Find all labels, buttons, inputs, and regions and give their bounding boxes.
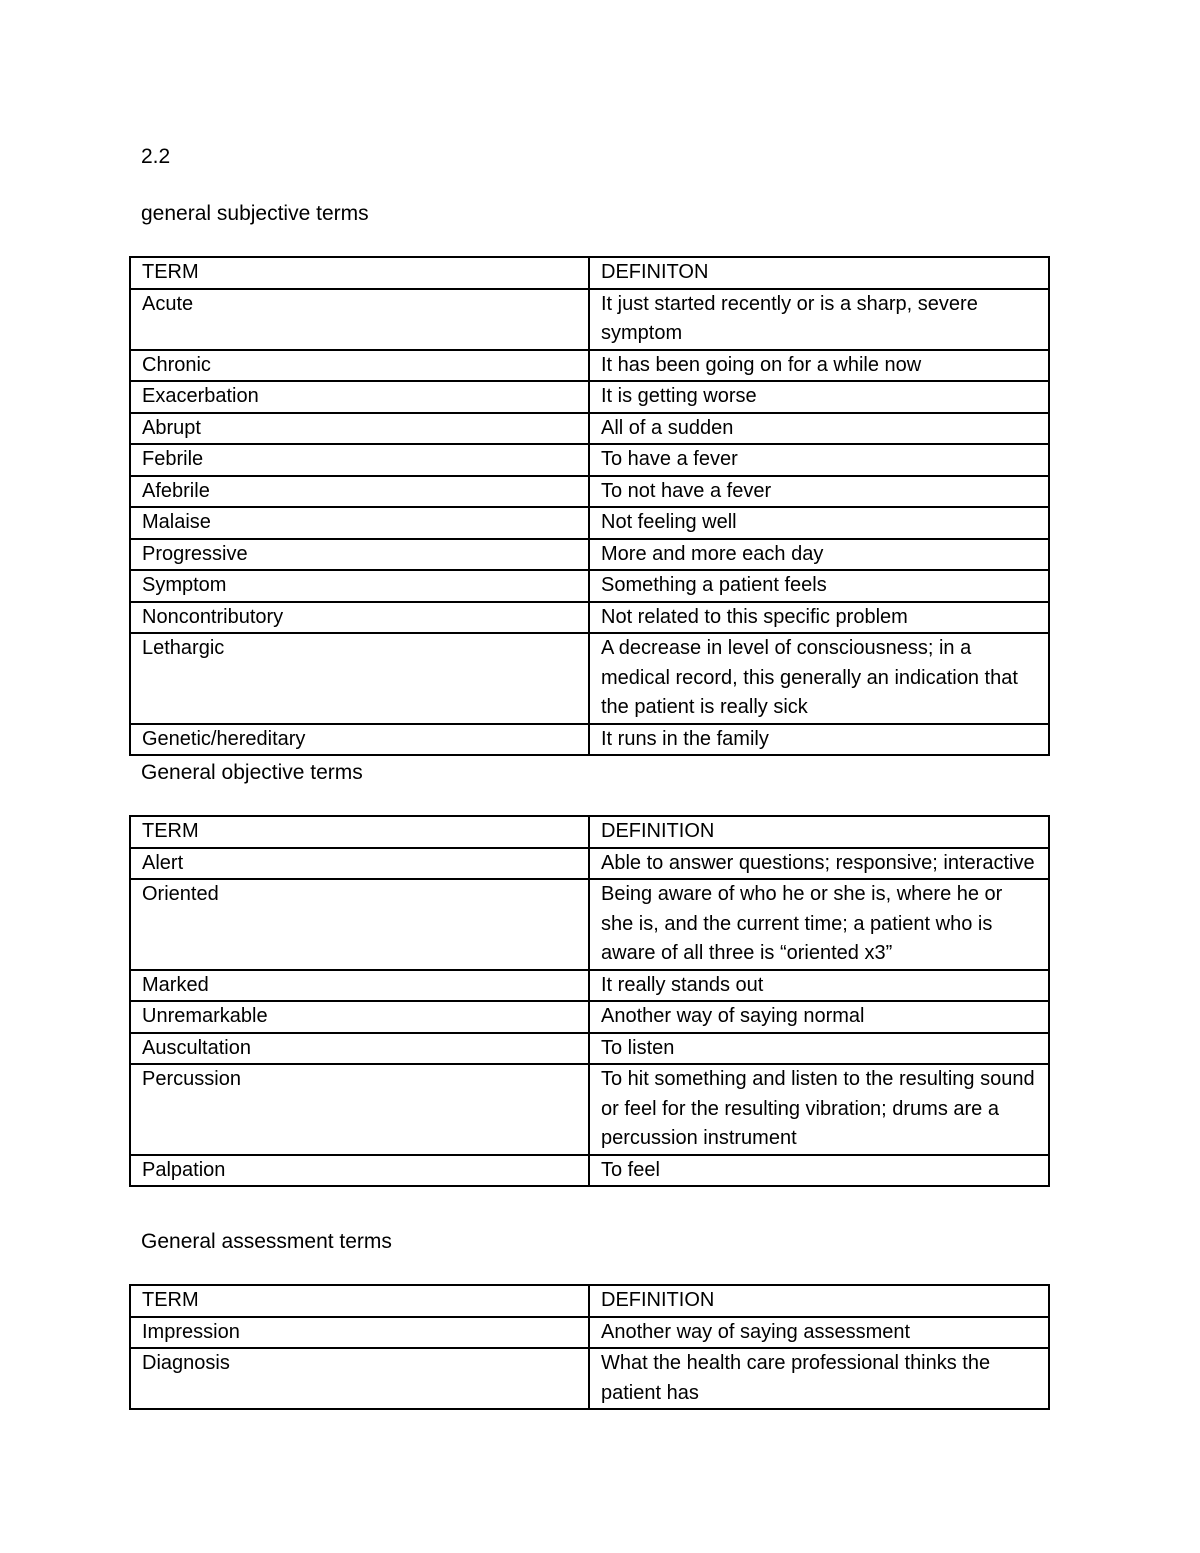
term-cell: Noncontributory [130,602,589,634]
table-header-row [130,257,1049,289]
subjective-terms-table [129,256,1050,756]
definition-cell: Something a patient feels [589,570,1049,602]
definition-cell: Another way of saying assessment [589,1317,1049,1349]
definition-cell: It is getting worse [589,381,1049,413]
term-cell: Chronic [130,350,589,382]
term-cell: Marked [130,970,589,1002]
table-header-row [130,1285,1049,1317]
term-column-header: TERM [130,1285,589,1317]
table-row [130,1064,1049,1155]
table-row [130,413,1049,445]
table-row [130,289,1049,350]
table-row [130,724,1049,756]
table-row [130,1033,1049,1065]
table-row [130,570,1049,602]
table-row [130,1155,1049,1187]
term-cell: Unremarkable [130,1001,589,1033]
table-row [130,476,1049,508]
term-column-header: TERM [130,257,589,289]
definition-cell: To feel [589,1155,1049,1187]
table-header-row [130,816,1049,848]
term-cell: Percussion [130,1064,589,1155]
table-row [130,1001,1049,1033]
term-cell: Abrupt [130,413,589,445]
definition-cell: To hit something and listen to the resulting sound or feel for the resulting vibration; drums are a percussion instrument [589,1064,1049,1155]
table-row [130,633,1049,724]
table-row [130,970,1049,1002]
term-cell: Malaise [130,507,589,539]
term-cell: Acute [130,289,589,350]
term-cell: Oriented [130,879,589,970]
table-row [130,848,1049,880]
table-row [130,602,1049,634]
term-cell: Afebrile [130,476,589,508]
definition-cell: It has been going on for a while now [589,350,1049,382]
definition-cell: Not related to this specific problem [589,602,1049,634]
term-cell: Exacerbation [130,381,589,413]
term-cell: Genetic/hereditary [130,724,589,756]
term-cell: Lethargic [130,633,589,724]
table-row [130,879,1049,970]
definition-cell: What the health care professional thinks the patient has [589,1348,1049,1409]
term-cell: Febrile [130,444,589,476]
definition-column-header: DEFINITION [589,1285,1049,1317]
definition-cell: All of a sudden [589,413,1049,445]
definition-cell: More and more each day [589,539,1049,571]
definition-cell: To listen [589,1033,1049,1065]
section-number: 2.2 [141,145,171,168]
definition-cell: To have a fever [589,444,1049,476]
table-row [130,539,1049,571]
definition-cell: Not feeling well [589,507,1049,539]
table-body [130,848,1049,1187]
term-cell: Palpation [130,1155,589,1187]
definition-cell: It just started recently or is a sharp, severe symptom [589,289,1049,350]
assessment-terms-table [129,1284,1050,1410]
definition-column-header: DEFINITON [589,257,1049,289]
table-row [130,507,1049,539]
table-body [130,289,1049,756]
subjective-terms-heading: general subjective terms [141,202,369,225]
definition-cell: To not have a fever [589,476,1049,508]
term-cell: Impression [130,1317,589,1349]
definition-cell: A decrease in level of consciousness; in a medical record, this generally an indication that the patient is really sick [589,633,1049,724]
table-row [130,350,1049,382]
table-row [130,381,1049,413]
definition-column-header: DEFINITION [589,816,1049,848]
term-cell: Symptom [130,570,589,602]
definition-cell: Able to answer questions; responsive; interactive [589,848,1049,880]
table-row [130,1348,1049,1409]
term-cell: Progressive [130,539,589,571]
term-cell: Diagnosis [130,1348,589,1409]
table-body [130,1317,1049,1410]
table-row [130,444,1049,476]
definition-cell: Another way of saying normal [589,1001,1049,1033]
term-cell: Alert [130,848,589,880]
definition-cell: Being aware of who he or she is, where he or she is, and the current time; a patient who is aware of all three is “oriented x3” [589,879,1049,970]
assessment-terms-heading: General assessment terms [141,1230,392,1253]
table-row [130,1317,1049,1349]
definition-cell: It really stands out [589,970,1049,1002]
term-cell: Auscultation [130,1033,589,1065]
objective-terms-table [129,815,1050,1187]
definition-cell: It runs in the family [589,724,1049,756]
term-column-header: TERM [130,816,589,848]
objective-terms-heading: General objective terms [141,761,363,784]
